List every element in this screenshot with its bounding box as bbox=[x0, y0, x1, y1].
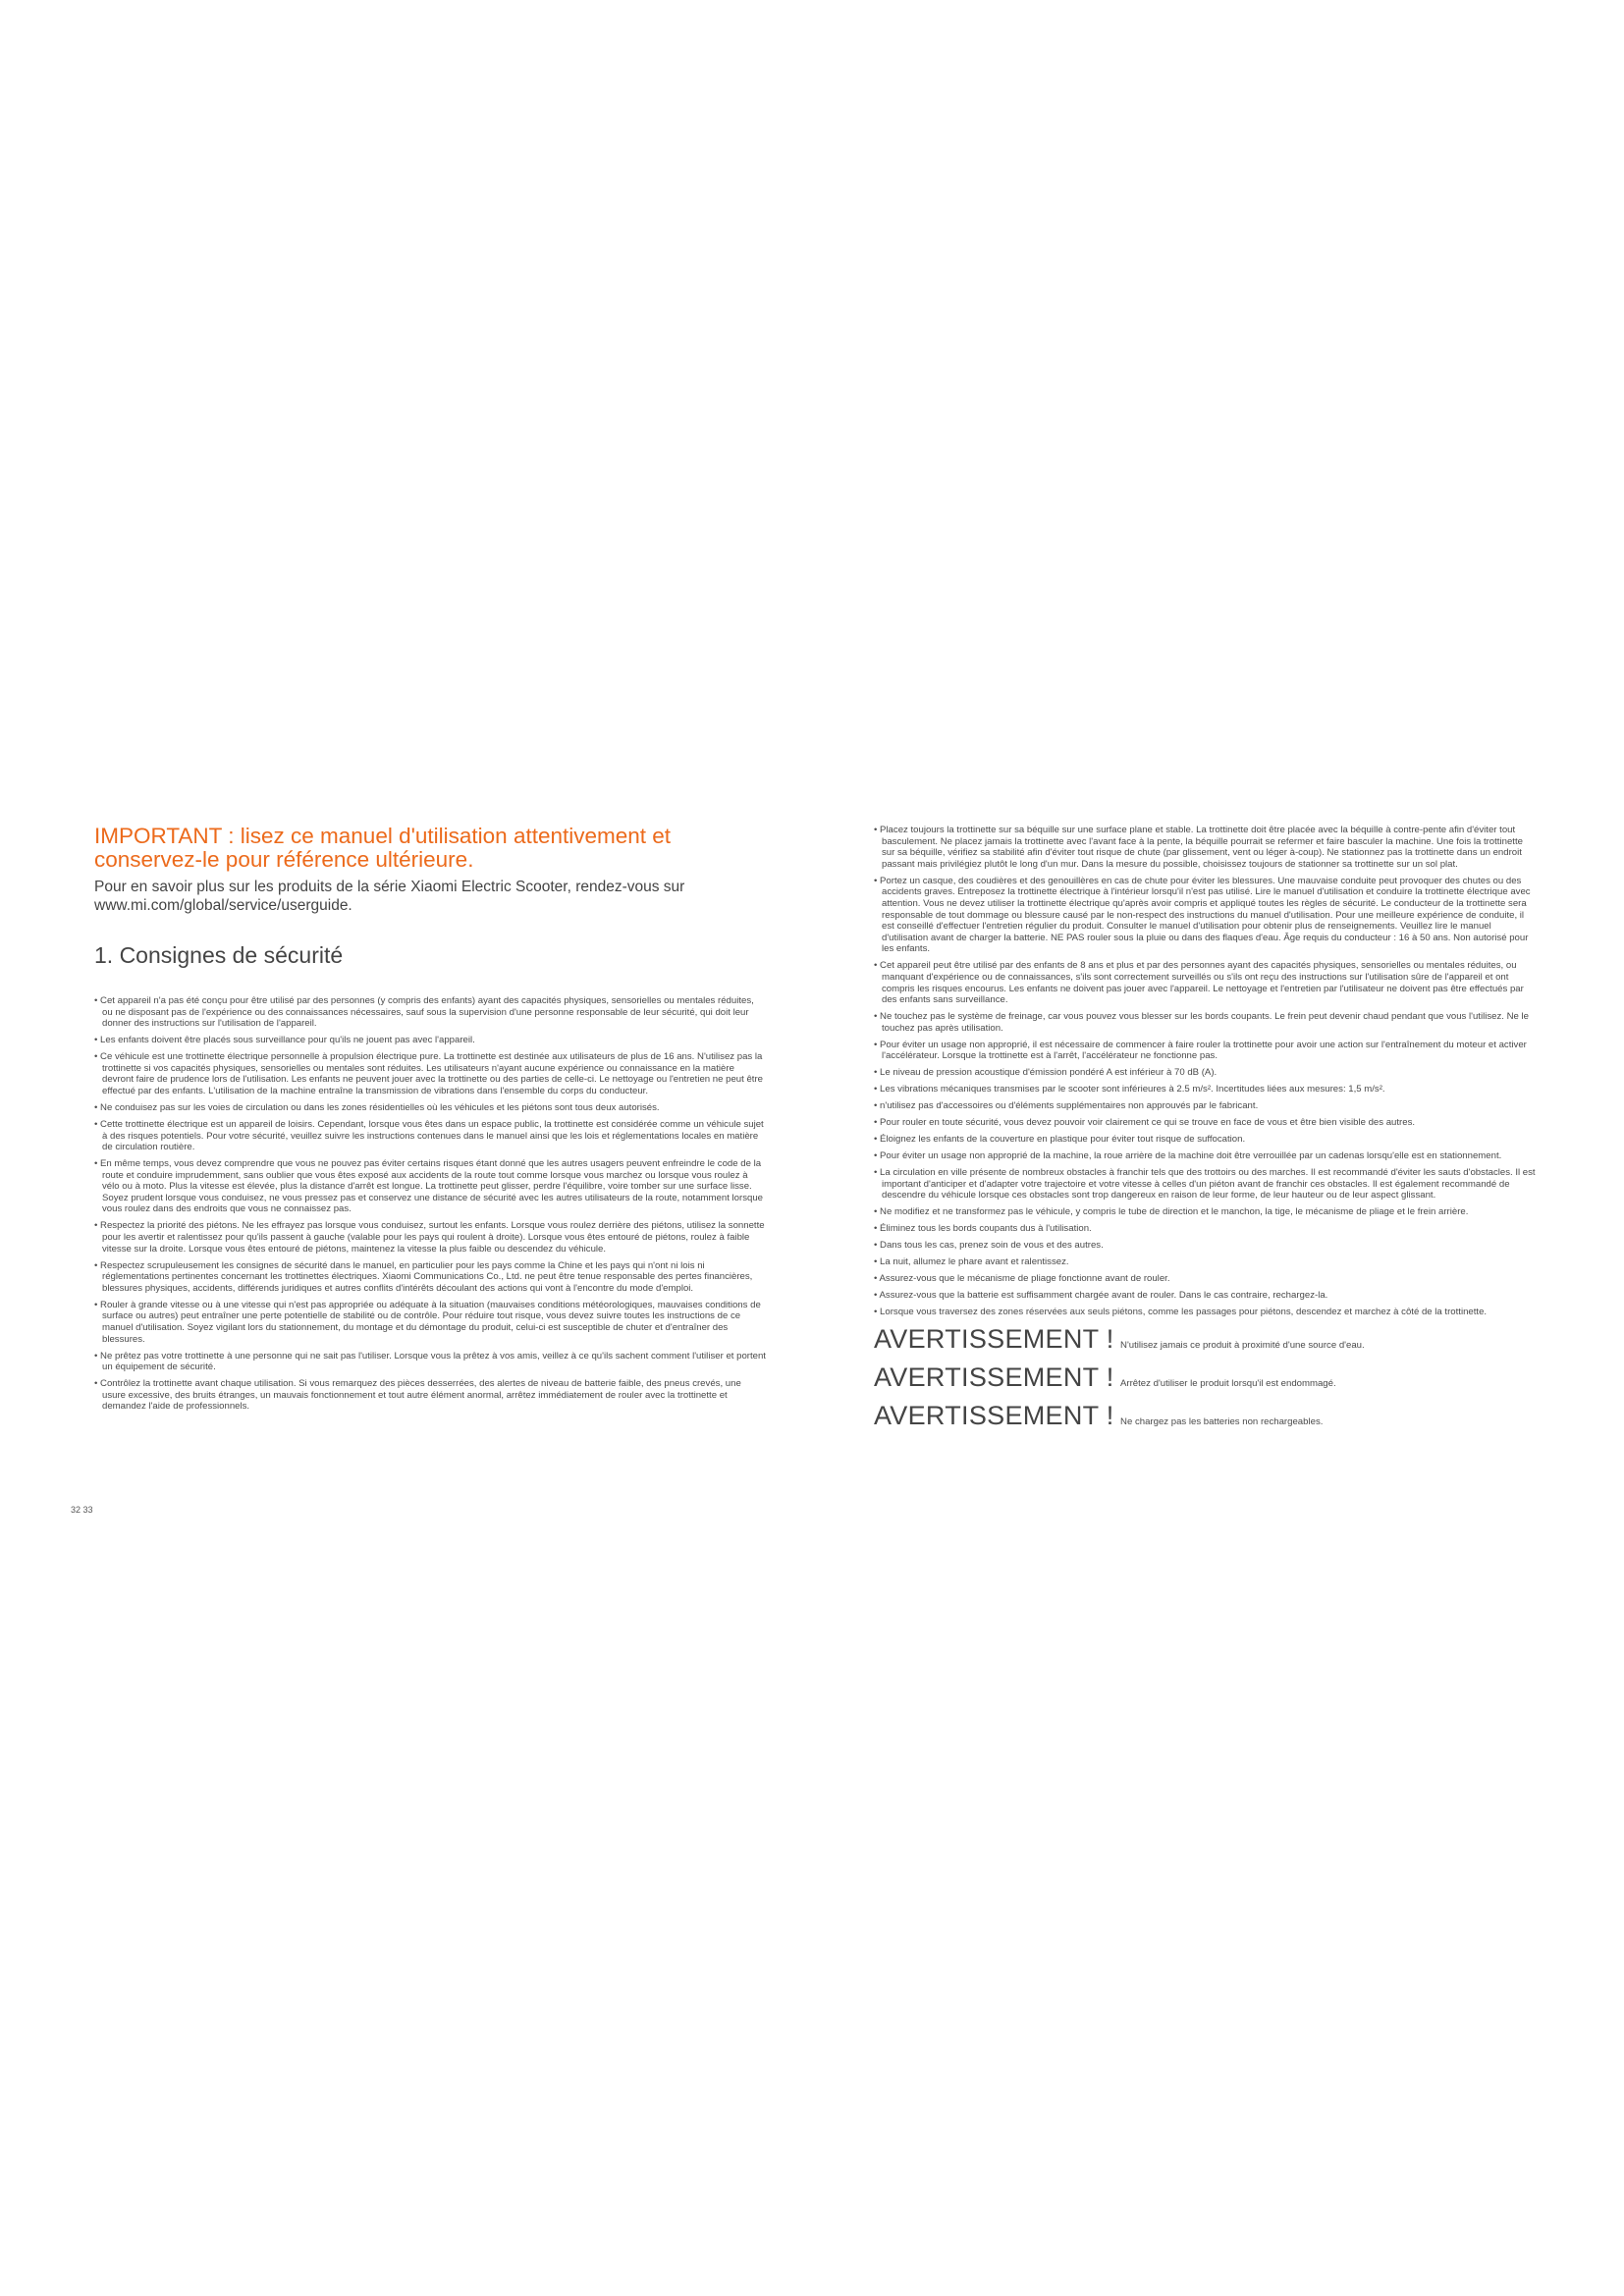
list-item: • Assurez-vous que le mécanisme de pliage fonctionne avant de rouler. bbox=[874, 1273, 1537, 1285]
list-item: • Portez un casque, des coudières et des genouillères en cas de chute pour éviter les blessures. Une mauvaise conduite peut provoquer des chutes ou des accidents graves. Entreposez la trottinette électrique à l'intérieur lorsqu'il n'est pas utilisé. Lire le manuel d'utilisation et conduire la trottinette électrique avec attention. Vous ne devez utiliser la trottinette électrique qu'après avoir compris et appliqué toutes les règles de sécurité. Le conducteur de la trottinette sera responsable de tout dommage ou blessure causé par le non-respect des instructions du manuel d'utilisation. Pour une meilleure expérience de conduite, il est conseillé d'effectuer l'entretien régulier du produit. Consulter le manuel d'utilisation pour obtenir plus de renseignements. Veuillez lire le manuel d'utilisation avant de charger la batterie. NE PAS rouler sous la pluie ou dans des flaques d'eau. Âge requis du conducteur : 16 à 50 ans. Non autorisé pour les enfants. bbox=[874, 876, 1537, 955]
list-item: • Cette trottinette électrique est un appareil de loisirs. Cependant, lorsque vous êtes dans un espace public, la trottinette est considérée comme un véhicule sujet à des risques potentiels. Pour votre sécurité, veuillez suivre les instructions contenues dans le manuel ainsi que les lois et réglementations locales en matière de circulation routière. bbox=[94, 1119, 766, 1153]
warning-title: AVERTISSEMENT ! bbox=[874, 1324, 1114, 1355]
warning-title: AVERTISSEMENT ! bbox=[874, 1362, 1114, 1393]
right-page bbox=[874, 825, 1537, 1438]
important-notice: IMPORTANT : lisez ce manuel d'utilisation attentivement et conservez-le pour référence ultérieure. bbox=[94, 824, 672, 872]
list-item: • Ne modifiez et ne transformez pas le véhicule, y compris le tube de direction et le manchon, la tige, le mécanisme de pliage et le frein arrière. bbox=[874, 1206, 1537, 1218]
list-item: • Assurez-vous que la batterie est suffisamment chargée avant de rouler. Dans le cas contraire, rechargez-la. bbox=[874, 1290, 1537, 1302]
page-numbers: 32 33 bbox=[71, 1505, 93, 1515]
list-item: • En même temps, vous devez comprendre que vous ne pouvez pas éviter certains risques étant donné que les autres usagers peuvent enfreindre le code de la route et conduire imprudemment, sans oublier que vous êtes exposé aux accidents de la route tout comme lorsque vous marchez ou lorsque vous roulez à vélo ou à moto. Plus la vitesse est élevée, plus la distance d'arrêt est longue. La trottinette peut glisser, perdre l'équilibre, voire tomber sur une surface lisse. Soyez prudent lorsque vous conduisez, ne vous pressez pas et conservez une distance de sécurité avec les autres utilisateurs de la route, notamment lorsque vous roulez dans des endroits que vous ne connaissez pas. bbox=[94, 1158, 766, 1215]
warning-line bbox=[874, 1362, 1537, 1400]
list-item: • La nuit, allumez le phare avant et ralentissez. bbox=[874, 1256, 1537, 1268]
list-item: • Cet appareil peut être utilisé par des enfants de 8 ans et plus et par des personnes ayant des capacités physiques, sensorielles ou mentales réduites, ou manquant d'expérience ou de connaissances, s'ils sont correctement surveillés ou s'ils ont reçu des instructions sur l'utilisation sûre de l'appareil et ont compris les risques encourus. Les enfants ne doivent pas jouer avec l'appareil. Le nettoyage et l'entretien par l'utilisateur ne doivent pas être effectués par des enfants sans surveillance. bbox=[874, 960, 1537, 1005]
list-item: • Lorsque vous traversez des zones réservées aux seuls piétons, comme les passages pour piétons, descendez et marchez à côté de la trottinette. bbox=[874, 1307, 1537, 1318]
warning-text: Ne chargez pas les batteries non rechargeables. bbox=[1120, 1416, 1324, 1428]
list-item: • Le niveau de pression acoustique d'émission pondéré A est inférieur à 70 dB (A). bbox=[874, 1067, 1537, 1079]
warning-title: AVERTISSEMENT ! bbox=[874, 1401, 1114, 1431]
list-item: • Contrôlez la trottinette avant chaque utilisation. Si vous remarquez des pièces desserrées, des alertes de niveau de batterie faible, des pneus crevés, une usure excessive, des bruits étranges, un mauvais fonctionnement et tout autre élément anormal, arrêtez immédiatement de rouler avec la trottinette et demandez l'aide de professionnels. bbox=[94, 1378, 766, 1413]
warning-line bbox=[874, 1323, 1537, 1362]
list-item: • Éloignez les enfants de la couverture en plastique pour éviter tout risque de suffocation. bbox=[874, 1134, 1537, 1146]
left-page bbox=[94, 825, 766, 1417]
list-item: • n'utilisez pas d'accessoires ou d'éléments supplémentaires non approuvés par le fabricant. bbox=[874, 1100, 1537, 1112]
list-item: • Ne touchez pas le système de freinage, car vous pouvez vous blesser sur les bords coupants. Le frein peut devenir chaud pendant que vous l'utilisez. Ne le touchez pas après utilisation. bbox=[874, 1011, 1537, 1034]
list-item: • La circulation en ville présente de nombreux obstacles à franchir tels que des trottoirs ou des marches. Il est recommandé d'éviter les sauts d'obstacles. Il est important d'anticiper et d'adapter votre trajectoire et votre vitesse à celles d'un piéton avant de franchir ces obstacles. Il est également recommandé de descendre du véhicule lorsque ces obstacles sont trop dangereux en raison de leur forme, de leur hauteur ou de leur aspect glissant. bbox=[874, 1167, 1537, 1201]
list-item: • Respectez la priorité des piétons. Ne les effrayez pas lorsque vous conduisez, surtout les enfants. Lorsque vous roulez derrière des piétons, utilisez la sonnette pour les avertir et ralentissez pour qu'ils passent à gauche (valable pour les pays qui roulent à droite). Lorsque vous êtes entouré de piétons, roulez à faible vitesse sur la droite. Lorsque vous êtes entouré de piétons, maintenez la vitesse la plus faible ou descendez du véhicule. bbox=[94, 1220, 766, 1255]
list-item: • Respectez scrupuleusement les consignes de sécurité dans le manuel, en particulier pour les pays comme la Chine et les pays qui n'ont ni lois ni réglementations pertinentes concernant les trottinettes électriques. Xiaomi Communications Co., Ltd. ne peut être tenue responsable des pertes financières, blessures physiques, accidents, différends juridiques et autres conflits d'intérêts découlant des actions qui vont à l'encontre du mode d'emploi. bbox=[94, 1260, 766, 1295]
list-item: • Ne conduisez pas sur les voies de circulation ou dans les zones résidentielles où les véhicules et les piétons sont tous deux autorisés. bbox=[94, 1102, 766, 1114]
warnings-block bbox=[874, 1323, 1537, 1438]
list-item: • Pour rouler en toute sécurité, vous devez pouvoir voir clairement ce qui se trouve en face de vous et être bien visible des autres. bbox=[874, 1117, 1537, 1129]
warning-line bbox=[874, 1400, 1537, 1438]
safety-list-right bbox=[874, 825, 1537, 1318]
list-item: • Pour éviter un usage non approprié de la machine, la roue arrière de la machine doit être verrouillée par un cadenas lorsqu'elle est en stationnement. bbox=[874, 1150, 1537, 1162]
safety-list-left bbox=[94, 995, 766, 1413]
list-item: • Éliminez tous les bords coupants dus à l'utilisation. bbox=[874, 1223, 1537, 1235]
list-item: • Les vibrations mécaniques transmises par le scooter sont inférieures à 2.5 m/s². Incertitudes liées aux mesures: 1,5 m/s². bbox=[874, 1084, 1537, 1095]
list-item: • Rouler à grande vitesse ou à une vitesse qui n'est pas appropriée ou adéquate à la situation (mauvaises conditions météorologiques, mauvaises conditions de surface ou autres) peut entraîner une perte potentielle de stabilité ou de contrôle. Pour réduire tout risque, vous devez suivre toutes les instructions de ce manuel d'utilisation. Soyez vigilant lors du stationnement, du montage et du démontage du produit, celui-ci est susceptible de chuter et d'entraîner des blessures. bbox=[94, 1300, 766, 1345]
list-item: • Cet appareil n'a pas été conçu pour être utilisé par des personnes (y compris des enfants) ayant des capacités physiques, sensorielles ou mentales réduites, ou ne disposant pas de l'expérience ou des connaissances nécessaires, sauf sous la supervision d'une personne responsable de leur sécurité, qui doit leur donner des instructions sur l'utilisation de l'appareil. bbox=[94, 995, 766, 1030]
list-item: • Dans tous les cas, prenez soin de vous et des autres. bbox=[874, 1240, 1537, 1252]
intro-text: Pour en savoir plus sur les produits de la série Xiaomi Electric Scooter, rendez-vous sur www.mi.com/global/service/userguide. bbox=[94, 879, 685, 914]
list-item: • Ce véhicule est une trottinette électrique personnelle à propulsion électrique pure. La trottinette est destinée aux utilisateurs de plus de 16 ans. N'utilisez pas la trottinette si vos capacités physiques, sensorielles ou mentales sont réduites. Les utilisateurs n'ayant aucune expérience ou connaissance en la matière devront faire de prudence lors de l'utilisation. Les enfants ne peuvent jouer avec la trottinette ou des parties de celle-ci. Le nettoyage ou l'entretien ne peut être effectué par des enfants. L'utilisation de la machine entraîne la transmission de vibrations dans l'ensemble du corps du conducteur. bbox=[94, 1051, 766, 1096]
warning-text: Arrêtez d'utiliser le produit lorsqu'il est endommagé. bbox=[1120, 1378, 1336, 1390]
list-item: • Les enfants doivent être placés sous surveillance pour qu'ils ne jouent pas avec l'appareil. bbox=[94, 1035, 766, 1046]
list-item: • Pour éviter un usage non approprié, il est nécessaire de commencer à faire rouler la trottinette pour avoir une action sur l'entraînement du moteur et activer l'accélérateur. Lorsque la trottinette est à l'arrêt, l'accélérateur ne fonctionne pas. bbox=[874, 1040, 1537, 1062]
warning-text: N'utilisez jamais ce produit à proximité d'une source d'eau. bbox=[1120, 1340, 1365, 1352]
list-item: • Ne prêtez pas votre trottinette à une personne qui ne sait pas l'utiliser. Lorsque vous la prêtez à vos amis, veillez à ce qu'ils sachent comment l'utiliser et portent un équipement de sécurité. bbox=[94, 1351, 766, 1373]
list-item: • Placez toujours la trottinette sur sa béquille sur une surface plane et stable. La trottinette doit être placée avec la béquille à contre-pente afin d'éviter tout basculement. Ne placez jamais la trottinette avec l'avant face à la pente, la béquille pourrait se refermer et faire basculer la machine. Une fois la trottinette sur sa béquille, vérifiez sa stabilité afin d'éviter tout risque de chute (par glissement, vent ou léger à-coup). Ne stationnez pas la trottinette dans un endroit passant mais privilégiez plutôt le long d'un mur. Dans la mesure du possible, choisissez toujours de stationner sa trottinette sur un sol plat. bbox=[874, 825, 1537, 870]
section-title: 1. Consignes de sécurité bbox=[94, 942, 344, 968]
